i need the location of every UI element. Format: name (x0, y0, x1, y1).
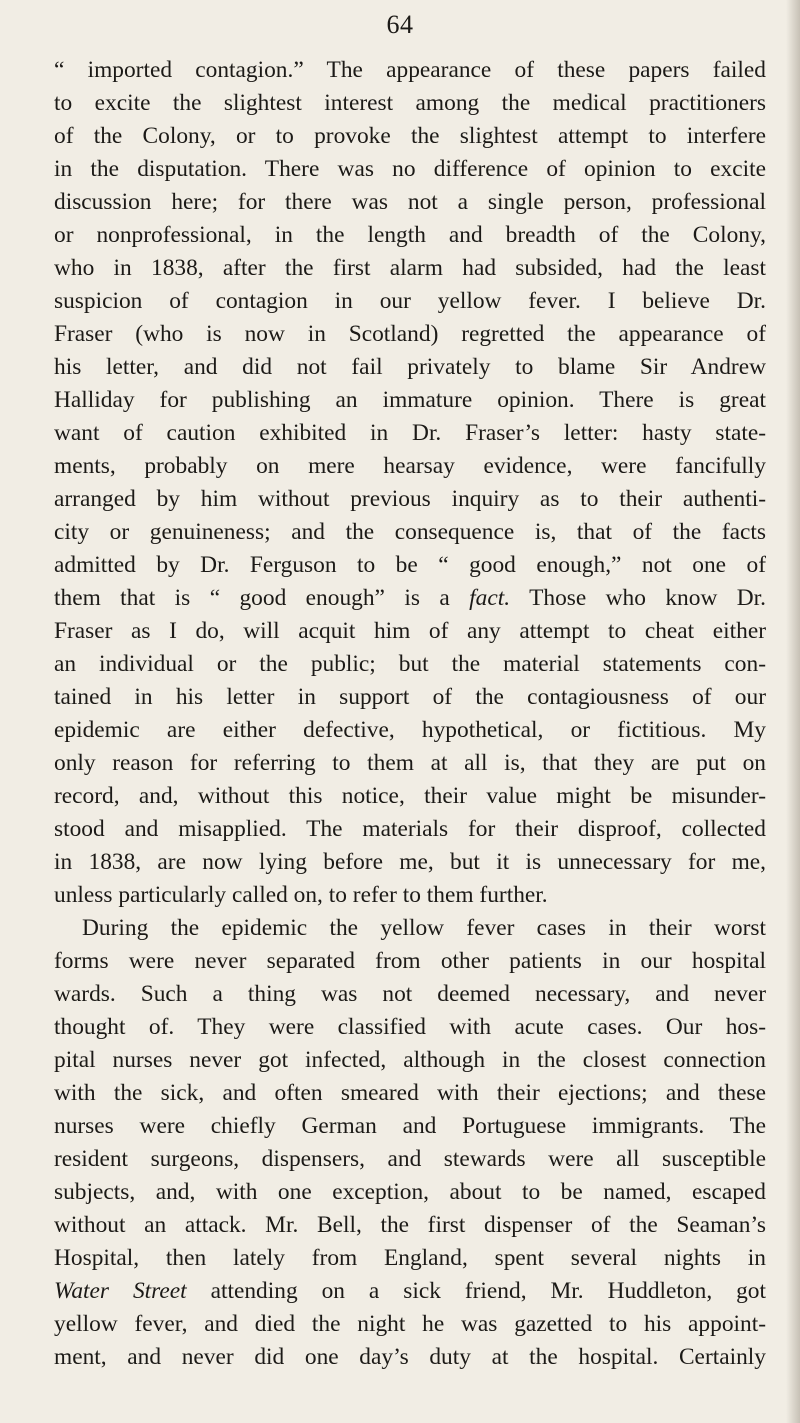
text-line: record, and, without this notice, their value might be misunder- (54, 783, 766, 809)
text-line: to excite the slightest interest among the medical practitioners (54, 90, 766, 116)
text-line: stood and misapplied. The materials for their disproof, collected (54, 816, 766, 842)
text-segment: them that is “ good enough” is a (54, 585, 470, 611)
text-segment: attending on a sick friend, Mr. Huddleton, got (186, 1278, 766, 1304)
text-line: forms were never separated from other patients in our hospital (54, 948, 766, 974)
text-line: admitted by Dr. Ferguson to be “ good enough,” not one of (54, 552, 766, 578)
text-line: “ imported contagion.” The appearance of these papers failed (54, 57, 766, 83)
text-line: who in 1838, after the first alarm had subsided, had the least (54, 255, 766, 281)
text-line: ment, and never did one day’s duty at the hospital. Certainly (54, 1344, 766, 1370)
text-line (54, 1275, 766, 1308)
text-line: arranged by him without previous inquiry as to their authenti- (54, 486, 766, 512)
body-text (54, 54, 766, 1374)
text-line: ments, probably on mere hearsay evidence, were fancifully (54, 453, 766, 479)
italic-street-name: Water Street (54, 1278, 187, 1304)
text-line: suspicion of contagion in our yellow fever. I believe Dr. (54, 288, 766, 314)
page-edge-shadow (786, 0, 800, 1423)
text-line: or nonprofessional, in the length and breadth of the Colony, (54, 222, 766, 248)
text-line: an individual or the public; but the material statements con- (54, 651, 766, 677)
text-line: discussion here; for there was not a single person, professional (54, 189, 766, 215)
text-line: Halliday for publishing an immature opinion. There is great (54, 387, 766, 413)
text-line: with the sick, and often smeared with their ejections; and these (54, 1080, 766, 1106)
text-line: tained in his letter in support of the contagiousness of our (54, 684, 766, 710)
text-line: want of caution exhibited in Dr. Fraser’s letter: hasty state- (54, 420, 766, 446)
italic-emphasis: fact. (469, 585, 511, 611)
text-line: resident surgeons, dispensers, and stewards were all susceptible (54, 1146, 766, 1172)
text-line: his letter, and did not fail privately to blame Sir Andrew (54, 354, 766, 380)
text-line: epidemic are either defective, hypothetical, or fictitious. My (54, 717, 766, 743)
text-line: Fraser as I do, will acquit him of any attempt to cheat either (54, 618, 766, 644)
text-line: in 1838, are now lying before me, but it is unnecessary for me, (54, 849, 766, 875)
text-line: yellow fever, and died the night he was gazetted to his appoint- (54, 1311, 766, 1337)
paragraph-start-line: During the epidemic the yellow fever cases in their worst (82, 915, 766, 941)
text-line: only reason for referring to them at all is, that they are put on (54, 750, 766, 776)
text-line: wards. Such a thing was not deemed necessary, and never (54, 981, 766, 1007)
text-line: without an attack. Mr. Bell, the first dispenser of the Seaman’s (54, 1212, 766, 1238)
paragraph-end-line: unless particularly called on, to refer to them further. (54, 882, 548, 908)
text-line: thought of. They were classified with acute cases. Our hos- (54, 1014, 766, 1040)
text-line: subjects, and, with one exception, about to be named, escaped (54, 1179, 766, 1205)
text-line (54, 582, 766, 615)
text-line: pital nurses never got infected, although in the closest connection (54, 1047, 766, 1073)
text-line: nurses were chiefly German and Portuguese immigrants. The (54, 1113, 766, 1139)
text-line: Fraser (who is now in Scotland) regretted the appearance of (54, 321, 766, 347)
text-line: of the Colony, or to provoke the slightest attempt to interfere (54, 123, 766, 149)
page-number: 64 (386, 10, 414, 39)
text-line: in the disputation. There was no difference of opinion to excite (54, 156, 766, 182)
text-line: Hospital, then lately from England, spent several nights in (54, 1245, 766, 1271)
text-segment: Those who know Dr. (510, 585, 766, 611)
text-line: city or genuineness; and the consequence is, that of the facts (54, 519, 766, 545)
